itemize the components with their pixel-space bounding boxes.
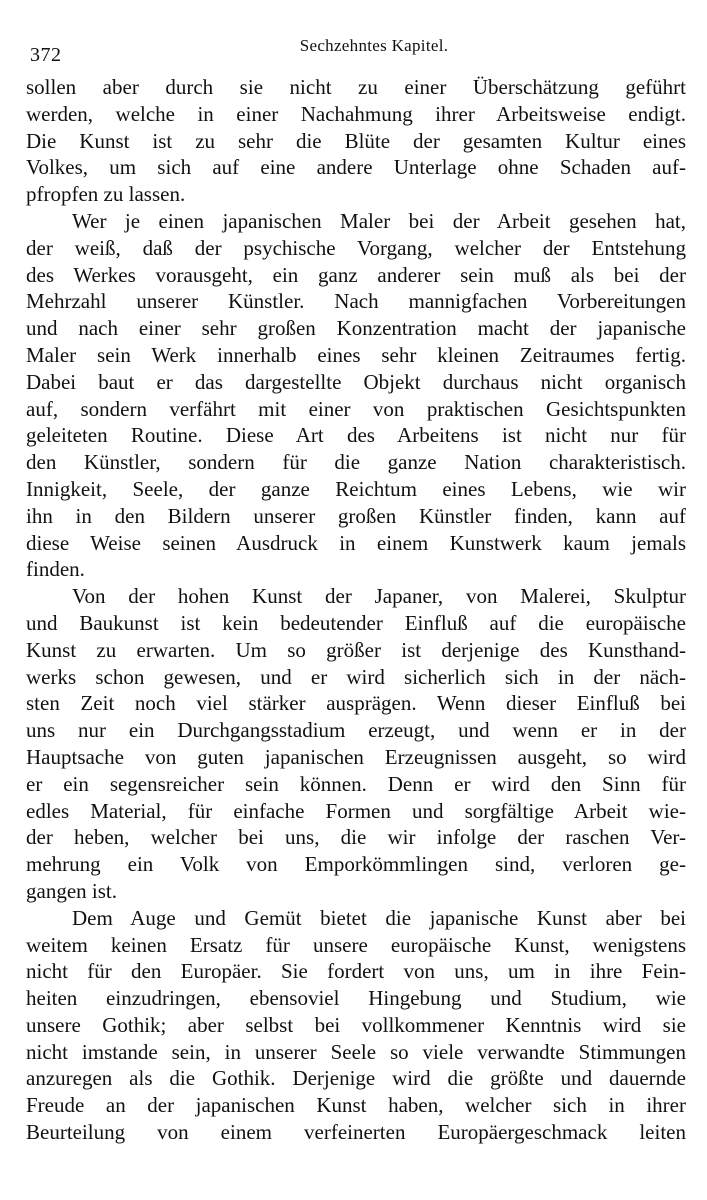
text-line: nicht imstande sein, in unserer Seele so viele verwandte Stimmungen: [26, 1039, 686, 1064]
text-line: Mehrzahl unserer Künstler. Nach mannigfachen Vorbereitungen: [26, 289, 686, 314]
text-line: Volkes, um sich auf eine andere Unterlage ohne Schaden auf-: [26, 155, 686, 180]
text-line: finden.: [26, 557, 85, 582]
text-line: Hauptsache von guten japanischen Erzeugnissen ausgeht, so wird: [26, 744, 686, 769]
text-line: sten Zeit noch viel stärker ausprägen. Wenn dieser Einfluß bei: [26, 691, 686, 716]
text-line: Kunst zu erwarten. Um so größer ist derjenige des Kunsthand-: [26, 637, 686, 662]
text-line: gangen ist.: [26, 878, 117, 903]
text-line: anzuregen als die Gothik. Derjenige wird die größte und dauernde: [26, 1066, 686, 1091]
text-line: heiten einzudringen, ebensoviel Hingebung und Studium, wie: [26, 986, 686, 1011]
text-line: Die Kunst ist zu sehr die Blüte der gesamten Kultur eines: [26, 128, 686, 153]
text-line: Beurteilung von einem verfeinerten Europäergeschmack leiten: [26, 1120, 686, 1145]
text-line: Wer je einen japanischen Maler bei der Arbeit gesehen hat,: [72, 208, 686, 233]
text-line: Dem Auge und Gemüt bietet die japanische Kunst aber bei: [72, 905, 686, 930]
text-line: weitem keinen Ersatz für unsere europäische Kunst, wenigstens: [26, 932, 686, 957]
text-line: geleiteten Routine. Diese Art des Arbeitens ist nicht nur für: [26, 423, 686, 448]
text-line: Maler sein Werk innerhalb eines sehr kleinen Zeitraumes fertig.: [26, 342, 686, 367]
text-line: uns nur ein Durchgangsstadium erzeugt, und wenn er in der: [26, 718, 686, 743]
text-line: mehrung ein Volk von Emporkömmlingen sind, verloren ge-: [26, 852, 686, 877]
page-header: [30, 36, 688, 66]
text-line: der weiß, daß der psychische Vorgang, welcher der Entstehung: [26, 235, 686, 260]
text-line: und Baukunst ist kein bedeutender Einfluß auf die europäische: [26, 610, 686, 635]
text-line: sollen aber durch sie nicht zu einer Überschätzung geführt: [26, 75, 686, 99]
text-line: des Werkes vorausgeht, ein ganz anderer sein muß als bei der: [26, 262, 686, 287]
text-line: Freude an der japanischen Kunst haben, welcher sich in ihrer: [26, 1093, 686, 1118]
text-line: pfropfen zu lassen.: [26, 182, 186, 207]
text-line: Von der hohen Kunst der Japaner, von Malerei, Skulptur: [72, 584, 686, 609]
body-text: [26, 74, 686, 1146]
text-line: diese Weise seinen Ausdruck in einem Kunstwerk kaum jemals: [26, 530, 686, 555]
text-line: auf, sondern verfährt mit einer von praktischen Gesichtspunkten: [26, 396, 686, 421]
text-line: nicht für den Europäer. Sie fordert von uns, um in ihre Fein-: [26, 959, 686, 984]
text-line: edles Material, für einfache Formen und sorgfältige Arbeit wie-: [26, 798, 686, 823]
text-line: Innigkeit, Seele, der ganze Reichtum eines Lebens, wie wir: [26, 476, 686, 501]
text-line: werden, welche in einer Nachahmung ihrer Arbeitsweise endigt.: [26, 101, 686, 126]
text-line: Dabei baut er das dargestellte Objekt durchaus nicht organisch: [26, 369, 686, 394]
text-line: er ein segensreicher sein können. Denn er wird den Sinn für: [26, 771, 686, 796]
text-line: unsere Gothik; aber selbst bei vollkommener Kenntnis wird sie: [26, 1012, 686, 1037]
running-title: Sechzehntes Kapitel.: [299, 36, 449, 55]
text-line: und nach einer sehr großen Konzentration macht der japanische: [26, 316, 686, 341]
text-line: werks schon gewesen, und er wird sicherlich sich in der näch-: [26, 664, 686, 689]
page-number: 372: [30, 44, 62, 66]
text-line: ihn in den Bildern unserer großen Künstler finden, kann auf: [26, 503, 686, 528]
text-line: den Künstler, sondern für die ganze Nation charakteristisch.: [26, 450, 686, 475]
text-line: der heben, welcher bei uns, die wir infolge der raschen Ver-: [26, 825, 686, 850]
